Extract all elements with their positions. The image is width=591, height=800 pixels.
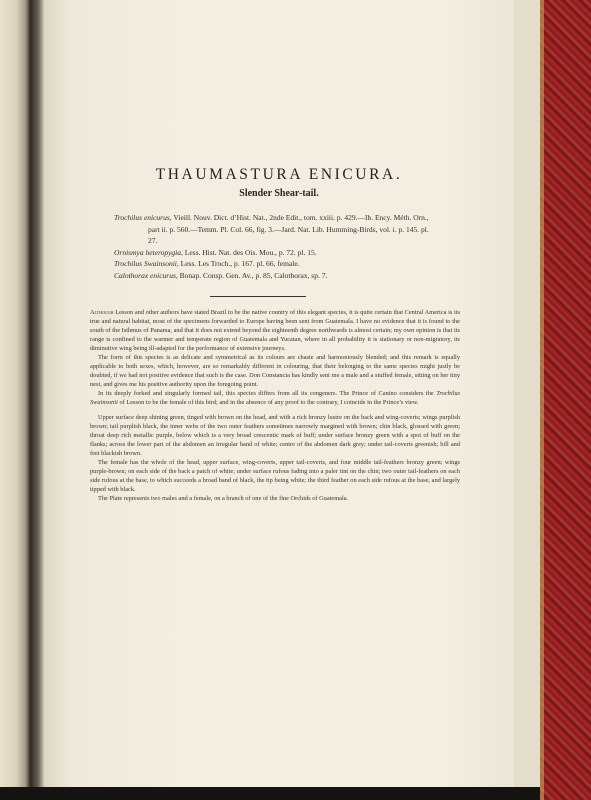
paragraph-tail (90, 390, 460, 408)
species-title: THAUMASTURA ENICURA. (155, 166, 403, 183)
book-page (44, 0, 514, 787)
synonym-entry (114, 270, 434, 282)
synonym-name: Trochilus Swainsonii, (114, 259, 179, 269)
synonym-entry (114, 258, 434, 270)
synonymy-list (114, 212, 434, 282)
synonym-entry (114, 247, 434, 259)
synonym-reference: Vieill. Nouv. Dict. d’Hist. Nat., 2nde Edit., tom. xxiii. p. 429.—Ib. Ency. Méth. Orn., part ii. p. 560.—Temm. Pl. Col. 66, fig. 3.—Jard. Nat. Lib. Humming-Birds, vol. i. p. 145. pl. 27. (148, 213, 429, 246)
drop-word: Although (90, 309, 114, 316)
paragraph-text: In its deeply forked and singularly formed tail, this species differs from all its congeners. The Prince of Canino considers the (98, 389, 434, 397)
description-text (90, 309, 460, 504)
paragraph-range (90, 309, 460, 354)
paragraph-plate-note: The Plate represents two males and a female, on a branch of one of the fine Orchids of Guatemala. (98, 495, 349, 503)
synonym-reference: Less. Les Troch., p. 167. pl. 66, female. (180, 259, 300, 269)
section-divider (210, 296, 306, 297)
paragraph-male-description: Upper surface deep shining green, tinged with brown on the head, and with a rich bronzy lustre on the back and wing-coverts; wings purplish brown; tail purplish black, the inner webs of the two outer feathers sometimes narrowly margined with brown; chin black, glossed with green; throat deep rich metallic purple, below which is a very broad crescentic mark of buff; under surface bronzy green with a spot of buff on the flanks; across the lower part of the abdomen an irregular band of white; centre of the abdomen dark grey; under tail-coverts greenish; bill and feet blackish brown. (90, 414, 460, 458)
species-common-name: Slender Shear-tail. (239, 188, 319, 199)
paragraph-gap (90, 407, 460, 414)
paragraph-form: The form of this species is as delicate and symmetrical as its colours are chaste and harmoniously blended; and this remark is equally applicable to both sexes, which, however, are so remarkably different in colouring, that their belonging to the same species might justly be doubted, if we had not positive evidence that such is the case. Don Constancia has kindly sent me a male and a stuffed female, sitting on her tiny nest, and gives me his positive authority upon the foregoing point. (90, 353, 460, 388)
synonym-name: Ornismya heteropygia, (114, 247, 183, 257)
synonym-reference: Bonap. Consp. Gen. Av., p. 85, Calothorax, sp. 7. (179, 270, 328, 280)
marbled-cover-edge (540, 0, 591, 800)
synonym-reference: Less. Hist. Nat. des Ois. Mou., p. 72. pl. 15. (184, 247, 317, 257)
page-block-edges (514, 0, 540, 787)
synonym-name: Trochilus enicurus, (114, 213, 172, 222)
paragraph-text: Lesson and other authors have stated Brazil to be the native country of this elegant species, it is quite certain that Central America is its true and natural habitat, most of the specimens forwarded to Europe having been sent from Guatemala. I have no evidence that it is found to the south of the Isthmus of Panama, and that it does not extend beyond the eighteenth degree northwards is almost certain; my own opinion is that its range is confined to the warmer and temperate region of Guatemala and Yucatan, where in all probability it is stationary or non-migratory, its diminutive wing being ill-adapted for the performance of extensive journeys. (90, 309, 460, 352)
paragraph-female-description: The female has the whole of the head, upper surface, wing-coverts, upper tail-coverts, and four middle tail-feathers bronzy green; wings purple-brown; on each side of the back a patch of white; under surface rufous fading into a paler tint on the chin; two outer tail-feathers on each side rufous at the base, to which succeeds a broad band of black, the tip being white; the third feather on each side rufous at the base, and largely tipped with black. (90, 459, 460, 494)
synonym-entry (114, 212, 434, 247)
book-gutter (30, 0, 44, 800)
bottom-shadow (0, 787, 540, 800)
paragraph-text: of Lesson to be the female of this bird; and in the absence of any proof to the contrary, I coincide in the Prince’s view. (119, 398, 419, 406)
synonym-name: Calothorax enicurus, (114, 270, 178, 280)
facing-page-edge (0, 0, 30, 800)
species-reference: Trochilus Swainsonii (90, 389, 460, 406)
